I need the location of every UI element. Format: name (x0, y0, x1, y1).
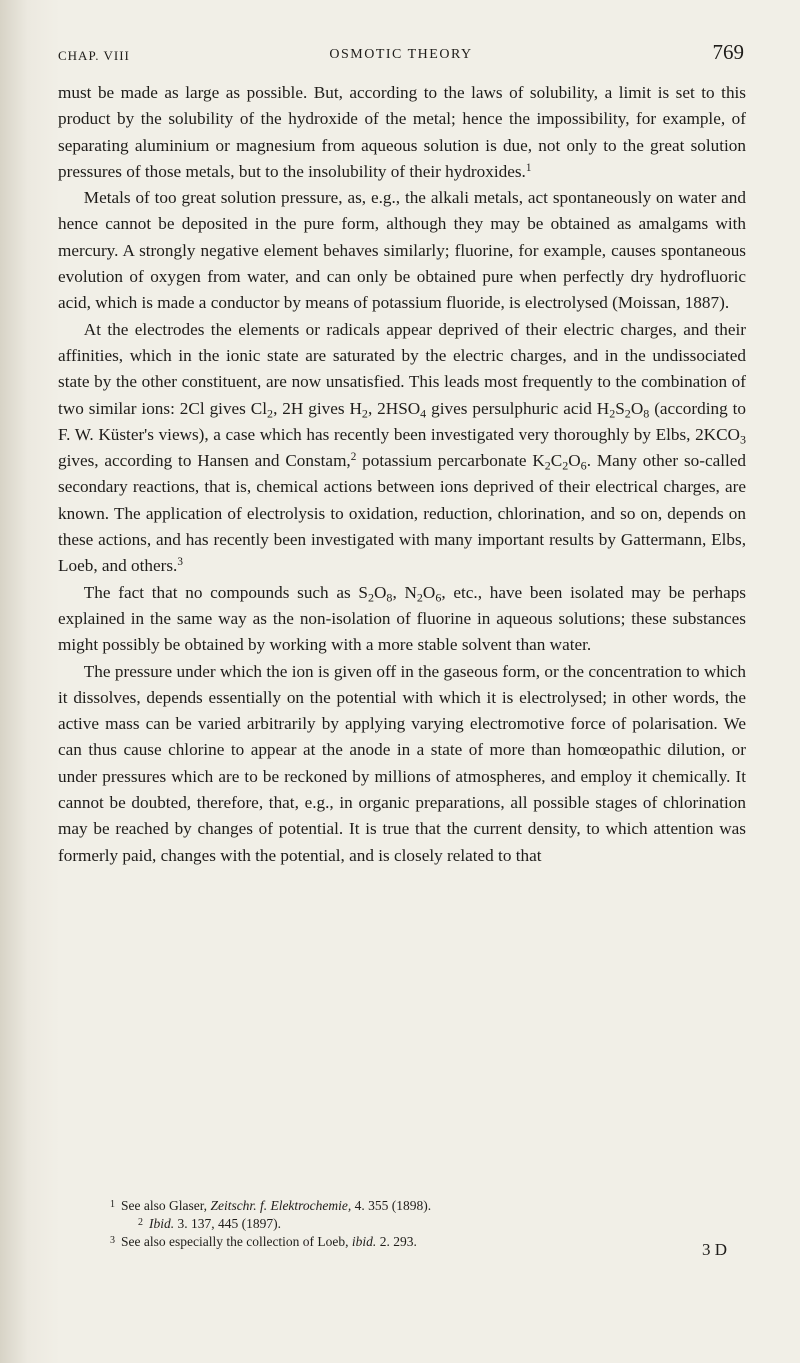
text-run: S (615, 398, 625, 418)
subscript: 6 (435, 590, 442, 605)
subscript: 8 (643, 406, 650, 421)
text-run: It cannot be doubted, therefore, that, (58, 766, 747, 813)
running-title: OSMOTIC THEORY (329, 47, 473, 62)
text-run: O (374, 582, 387, 602)
text-run: Metals of too great solution pressure, as, (83, 188, 371, 208)
running-header (58, 38, 744, 68)
subscript: 6 (580, 458, 587, 473)
text-run: At the electrodes the elements or radicals appear deprived of their electric charges, and their affinities, which in the ionic state are saturated by the electric charges, and in the undissociated state by the other constituent, are now unsatisfied. This leads most frequently to the combination of two similar ions: 2Cl gives Cl (58, 319, 746, 418)
footnote-number: 2 (138, 1217, 143, 1228)
subscript: 2 (267, 406, 274, 421)
subscript: 2 (544, 458, 551, 473)
text-run: , the alkali metals, act spontaneously on water and hence cannot be deposited in the pure form, although they may be obtained as amalgams with mercury. A strongly negative element behaves similarly; fluorine, for example, causes spontaneous evolution of oxygen from water, and can only be obtained pure when perfectly dry hydrofluoric acid, which is made a conductor by means of potassium fluoride, is electrolysed (Moissan, 1887). (58, 188, 746, 313)
paragraph (58, 659, 746, 869)
subscript: 8 (386, 590, 393, 605)
superscript: 2 (350, 451, 357, 464)
text-run: . Many other so-called secondary reactions, that is, chemical actions between ions deprived of their electrical charges, are known. The application of electrolysis to oxidation, reduction, chlorination, and so on, depends on these actions, and has recently been investigated with many important results by Gattermann, Elbs, Loeb, and others. (58, 451, 746, 576)
text-run: O (422, 582, 436, 602)
text-run: , N (392, 582, 417, 602)
text-run: 4. 355 (1898). (351, 1198, 432, 1213)
chapter-label: CHAP. VIII (58, 48, 130, 63)
paragraph (58, 317, 746, 580)
footnotes (110, 1196, 730, 1250)
text-run: (according to F. W. Küster's views), a case which has recently been investigated very thoroughly by Elbs, 2KCO (58, 398, 747, 444)
italic-text: e.g. (304, 793, 330, 813)
footnote (110, 1196, 730, 1214)
footnote (110, 1214, 730, 1232)
italic-text: ibid. (351, 1234, 377, 1249)
subscript: 2 (562, 458, 569, 473)
text-run: gives persulphuric acid H (426, 398, 610, 418)
paragraph (58, 80, 746, 185)
paragraph (58, 185, 746, 316)
text-run: , etc., have been isolated may be perhaps explained in the same way as the non-isolation of fluorine in aqueous solutions; these substances might possibly be obtained by working with a more stable solvent than water. (58, 582, 746, 655)
subscript: 2 (609, 406, 616, 421)
text-run: , 2HSO (367, 398, 421, 418)
page-number: 769 (712, 40, 744, 64)
paragraph (58, 580, 746, 659)
subscript: 4 (420, 406, 427, 421)
signature-mark: 3 D (702, 1240, 728, 1259)
text-run: O (630, 398, 644, 418)
footnote (110, 1232, 730, 1250)
italic-text: Zeitschr. f. Elektrochemie, (210, 1198, 352, 1213)
italic-text: e.g. (370, 188, 396, 208)
text-run: We can thus cause chlorine to appear at the anode in a state of more than homœopathic dilution, or under pressures which are to be reckoned by millions of atmospheres, and employ it (58, 714, 746, 786)
subscript: 2 (624, 406, 631, 421)
text-run: , in organic preparations, all possible stages of chlorination may be reached by changes of potential. It is true that the current density, to which attention was formerly paid, changes with the potential, and is closely related to that (58, 793, 746, 865)
text-run: 2. 293. (376, 1234, 417, 1249)
italic-text: Ibid. (149, 1216, 175, 1231)
italic-text: the active mass can be varied arbitrarily by applying varying electromotive force of polarisation. (58, 687, 746, 734)
footnote-number: 3 (110, 1235, 115, 1246)
footnote-number: 1 (110, 1199, 115, 1210)
text-run: 3. 137, 445 (1897). (174, 1216, 281, 1231)
text-run: must be made as large as possible. But, according to the laws of solubility, a limit is set to this product by the solubility of the hydroxide of the metal; hence the impossibility, for example, of separating aluminium or magnesium from aqueous solution is due, not only to the great solution pressures of those metals, but to the insolubility of their (58, 83, 746, 181)
subscript: 2 (367, 590, 374, 605)
text-run: gives, according to Hansen and Constam, (58, 451, 351, 471)
text-run: O (568, 451, 581, 471)
italic-text: chemically. (651, 766, 731, 786)
text-run: See also especially the collection of Loeb, (121, 1234, 352, 1249)
text-run: The pressure under which the ion is given off in the gaseous form, or the concentration to which it dissolves, depends essentially on the potential with which it is electrolysed; in other words, (58, 661, 746, 707)
text-run: potassium percarbonate K (356, 451, 545, 471)
subscript: 3 (739, 432, 746, 447)
superscript: 3 (177, 556, 183, 569)
superscript: 1 (525, 161, 532, 174)
text-run: C (550, 451, 563, 471)
text-run: The fact that no compounds such as S (83, 582, 368, 602)
subscript: 2 (416, 590, 423, 605)
text-run: See also Glaser, (121, 1198, 211, 1213)
subscript: 2 (361, 406, 368, 421)
body-text (58, 80, 746, 869)
italic-text: hydroxides. (445, 161, 526, 181)
text-run: , 2H gives H (273, 398, 362, 418)
